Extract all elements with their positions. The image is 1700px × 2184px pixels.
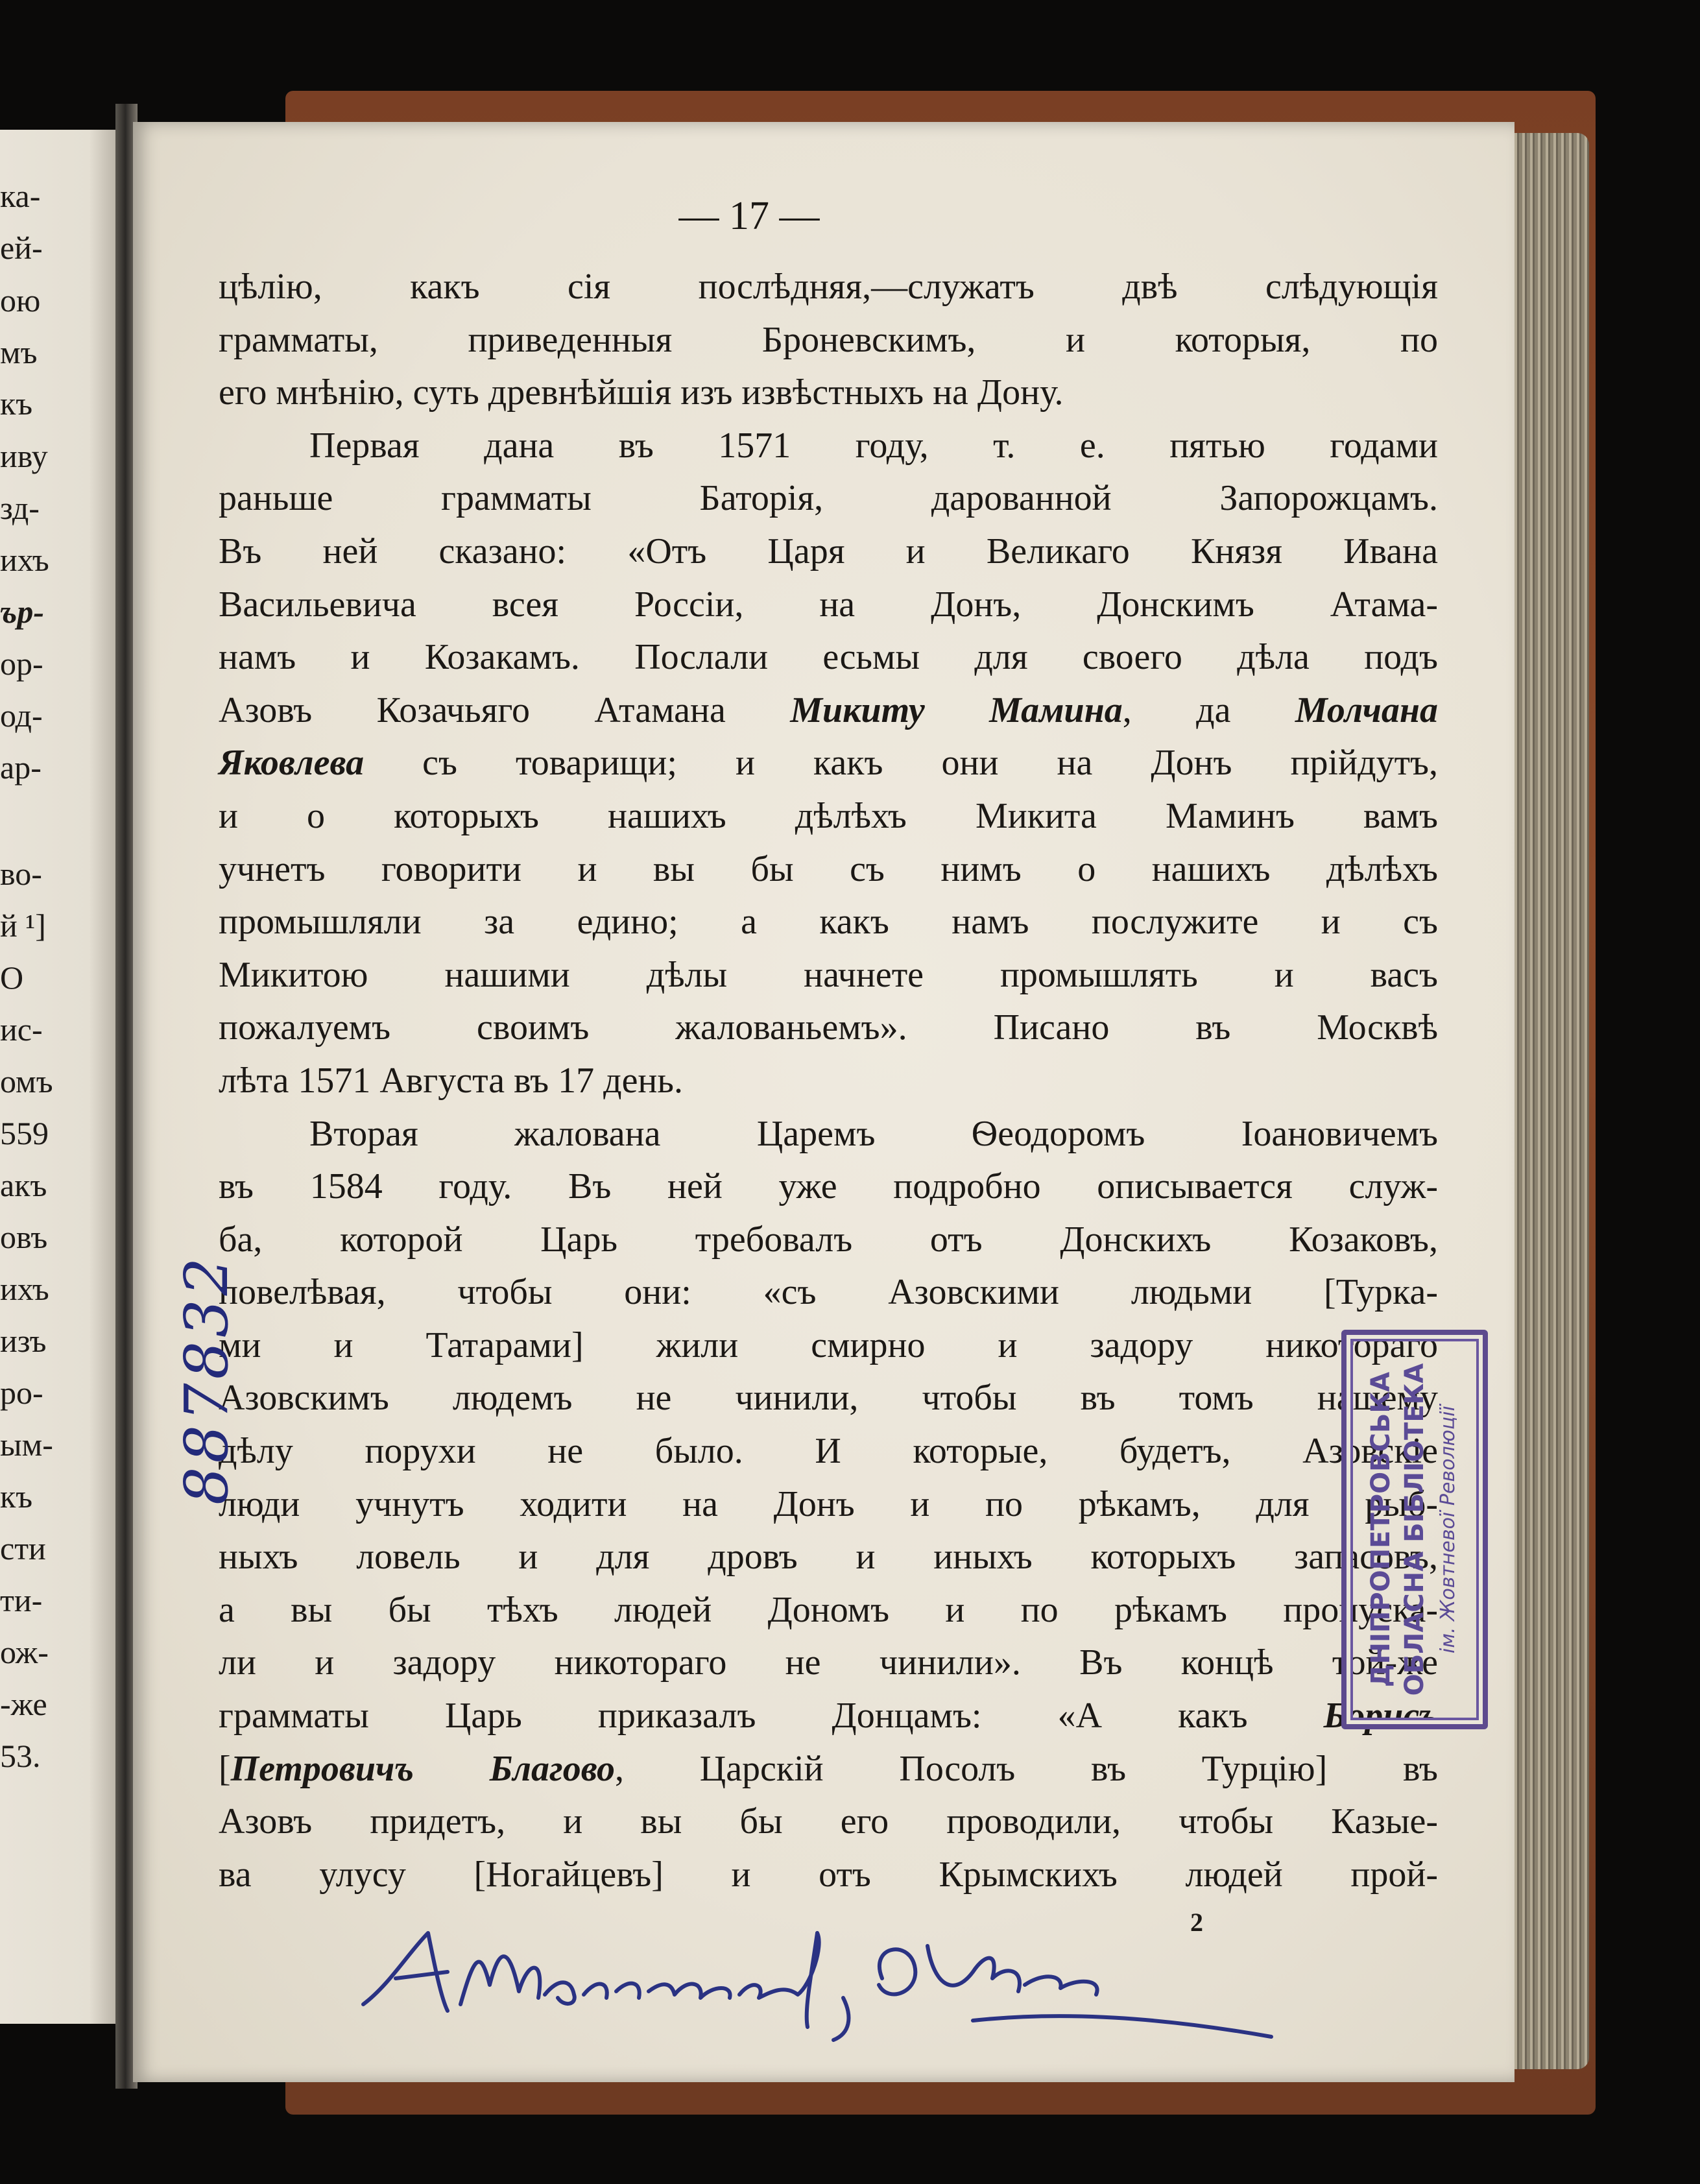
stamp-line: ім. Жовтневої Революції bbox=[1437, 1406, 1459, 1653]
stamp-line: ДНІПРОПЕТРОВСЬКА bbox=[1366, 1371, 1396, 1688]
italic-name: Борисъ bbox=[1323, 1696, 1438, 1736]
previous-page bbox=[0, 130, 127, 2024]
previous-page-line-fragment: ор- bbox=[0, 645, 43, 682]
previous-page-line-fragment: ис- bbox=[0, 1011, 43, 1048]
italic-name: Петровичъ Благово bbox=[230, 1748, 615, 1789]
text-line: и о которыхъ нашихъ дѣлѣхъ Микита Маминъ вамъ bbox=[219, 795, 1438, 836]
handwritten-signature bbox=[350, 1907, 1284, 2050]
text-line: ва улусу [Ногайцевъ] и отъ Крымскихъ людей прой- bbox=[219, 1854, 1438, 1895]
stamp-line: ОБЛАСНА БІБЛІОТЕКА bbox=[1400, 1363, 1430, 1696]
library-stamp bbox=[1341, 1330, 1488, 1729]
text-line: его мнѣнію, суть древнѣйшія изъ извѣстныхъ на Дону. bbox=[219, 372, 1064, 413]
previous-page-line-fragment: од- bbox=[0, 697, 43, 734]
text-line: ми и Татарами] жили смирно и задору никотораго bbox=[219, 1325, 1438, 1365]
previous-page-line-fragment: зд- bbox=[0, 490, 40, 526]
text-run: , Царскій Посолъ въ Турцію] въ bbox=[614, 1748, 1438, 1789]
previous-page-line-fragment: мъ bbox=[0, 334, 38, 370]
handwritten-inventory-number: 887832 bbox=[172, 1253, 241, 1505]
text-line: въ 1584 году. Въ ней уже подробно описывается служ- bbox=[219, 1166, 1438, 1207]
italic-name: Яковлева bbox=[219, 743, 365, 784]
text-run: , да bbox=[1122, 690, 1295, 730]
text-line: Въ ней сказано: «Отъ Царя и Великаго Князя Ивана bbox=[219, 531, 1438, 571]
stamp-text bbox=[1364, 1341, 1465, 1718]
previous-page-line-fragment: къ bbox=[0, 1478, 33, 1515]
previous-page-line-fragment: ти- bbox=[0, 1582, 43, 1618]
italic-name: Молчана bbox=[1295, 690, 1438, 730]
previous-page-line-fragment: иву bbox=[0, 438, 48, 474]
page-number: — 17 — bbox=[678, 194, 820, 238]
text-line: дѣлу порухи не было. И которые, будетъ, Азовскіе bbox=[219, 1431, 1438, 1472]
text-line: ба, которой Царь требовалъ отъ Донскихъ Козаковъ, bbox=[219, 1219, 1438, 1260]
previous-page-line-fragment: 559 bbox=[0, 1115, 49, 1151]
text-line bbox=[219, 1743, 1438, 1796]
text-line: цѣлію, какъ сія послѣдняя,—служатъ двѣ слѣдующія bbox=[219, 267, 1438, 307]
text-line: намъ и Козакамъ. Послали есьмы для своего дѣла подъ bbox=[219, 637, 1438, 678]
previous-page-line-fragment: ар- bbox=[0, 749, 42, 786]
previous-page-line-fragment: ро- bbox=[0, 1374, 43, 1411]
signature-mark: 2 bbox=[1190, 1908, 1203, 1937]
page-edges bbox=[1511, 133, 1589, 2069]
text-run: съ товарищи; и какъ они на Донъ прійдутъ, bbox=[364, 743, 1438, 784]
previous-page-line-fragment: акъ bbox=[0, 1167, 47, 1203]
previous-page-line-fragment: овъ bbox=[0, 1219, 48, 1255]
text-line: грамматы, приведенныя Броневскимъ, и которыя, по bbox=[219, 319, 1438, 360]
previous-page-line-fragment: -же bbox=[0, 1686, 47, 1722]
text-run: [ bbox=[219, 1748, 231, 1789]
body-text bbox=[219, 261, 1438, 1901]
text-line: люди учнутъ ходити на Донъ и по рѣкамъ, для рыб- bbox=[219, 1483, 1438, 1524]
text-line: лѣта 1571 Августа въ 17 день. bbox=[219, 1060, 683, 1101]
text-line: раньше грамматы Баторія, дарованной Запорожцамъ. bbox=[219, 478, 1438, 519]
book-page-17 bbox=[133, 122, 1514, 2082]
text-line: учнетъ говорити и вы бы съ нимъ о нашихъ дѣлѣхъ bbox=[219, 848, 1438, 889]
text-line: Первая дана въ 1571 году, т. е. пятью годами bbox=[309, 425, 1438, 466]
text-line: Вторая жалована Царемъ Ѳеодоромъ Іоановичемъ bbox=[309, 1113, 1438, 1154]
previous-page-line-fragment: во- bbox=[0, 856, 42, 892]
text-line: ныхъ ловель и для дровъ и иныхъ которыхъ запасовъ, bbox=[219, 1537, 1438, 1578]
previous-page-line-fragment: ей- bbox=[0, 230, 43, 266]
text-line bbox=[219, 737, 1438, 790]
previous-page-line-fragment: сти bbox=[0, 1530, 46, 1566]
text-line: пожалуемъ своимъ жалованьемъ». Писано въ Москвѣ bbox=[219, 1007, 1438, 1048]
text-line: промышляли за едино; а какъ намъ послужите и съ bbox=[219, 902, 1438, 942]
text-line bbox=[219, 1690, 1438, 1743]
text-line: а вы бы тѣхъ людей Дономъ и по рѣкамъ пропуска- bbox=[219, 1589, 1438, 1630]
previous-page-line-fragment: ка- bbox=[0, 178, 41, 214]
text-run: Азовъ Козачьяго Атамана bbox=[219, 690, 791, 730]
text-line: Азовъ придетъ, и вы бы его проводили, чтобы Казые- bbox=[219, 1801, 1438, 1842]
previous-page-line-fragment: ър- bbox=[0, 594, 44, 630]
previous-page-line-fragment: ихъ bbox=[0, 1271, 49, 1307]
text-line: Азовскимъ людемъ не чинили, чтобы въ томъ нашему bbox=[219, 1378, 1438, 1419]
text-line: Васильевича всея Россіи, на Донъ, Донскимъ Атама- bbox=[219, 584, 1438, 625]
italic-name: Микиту Мамина bbox=[790, 690, 1123, 730]
previous-page-line-fragment: омъ bbox=[0, 1063, 53, 1099]
text-line: ли и задору никотораго не чинили». Въ концѣ той-же bbox=[219, 1642, 1438, 1683]
previous-page-line-fragment: й ¹] bbox=[0, 907, 46, 944]
previous-page-line-fragment: ою bbox=[0, 282, 41, 318]
text-line: повелѣвая, чтобы они: «съ Азовскими людьми [Турка- bbox=[219, 1272, 1438, 1313]
previous-page-line-fragment: ихъ bbox=[0, 542, 49, 578]
previous-page-line-fragment: къ bbox=[0, 385, 33, 422]
previous-page-line-fragment: О bbox=[0, 959, 24, 996]
previous-page-line-fragment: ым- bbox=[0, 1426, 53, 1463]
previous-page-line-fragment: ож- bbox=[0, 1634, 49, 1670]
text-line: Микитою нашими дѣлы начнете промышлять и васъ bbox=[219, 954, 1438, 995]
previous-page-line-fragment: 53. bbox=[0, 1738, 41, 1774]
text-line bbox=[219, 684, 1438, 738]
text-run: грамматы Царь приказалъ Донцамъ: «А какъ bbox=[219, 1696, 1324, 1736]
previous-page-line-fragment: изъ bbox=[0, 1323, 47, 1359]
